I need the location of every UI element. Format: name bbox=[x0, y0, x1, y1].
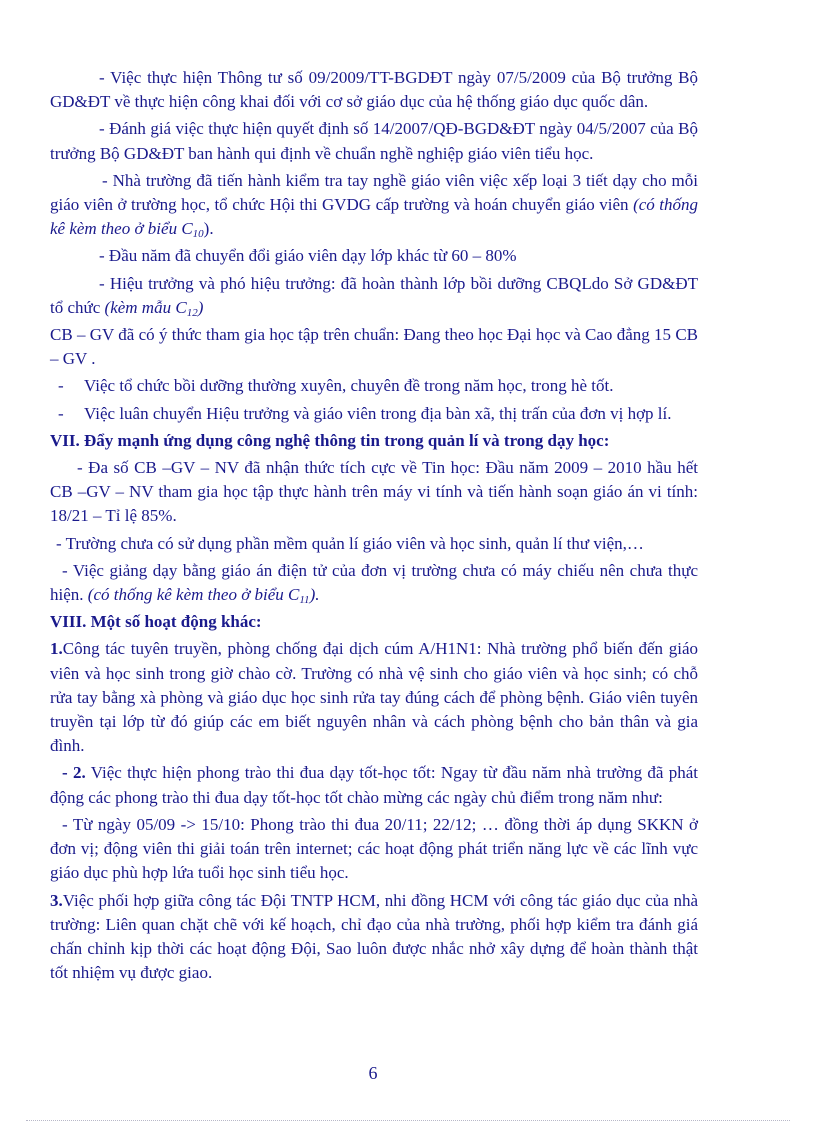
bullet-list bbox=[50, 374, 698, 425]
paragraph-e-lessons: - Việc giảng dạy bằng giáo án điện tử của đơn vị trường chưa có máy chiếu nên chưa thực hiện. (có thống kê kèm theo ở biểu $C_{11}$). bbox=[50, 560, 698, 607]
paragraph-flu-prevention: 1.Công tác tuyên truyền, phòng chống đại dịch cúm A/H1N1: Nhà trường phổ biến đến giáo viên và học sinh trong giờ chào cờ. Trường có nhà vệ sinh cho giáo viên và học sinh; có chỗ rửa tay bằng xà phòng và giáo dục học sinh rửa tay đúng cách để phòng bệnh. Giáo viên tuyên truyền tại lớp từ đó giúp các em biết nguyên nhân và cách phòng bệnh cho bản thân và gia đình. bbox=[50, 639, 698, 756]
list-item bbox=[50, 374, 698, 398]
item-number: 1. bbox=[50, 639, 63, 659]
document-page bbox=[50, 66, 698, 988]
section-heading-viii: VIII. Một số hoạt động khác: bbox=[50, 612, 262, 632]
paragraph-software: - Trường chưa có sử dụng phần mềm quản lí giáo viên và học sinh, quản lí thư viện,… bbox=[56, 533, 644, 553]
bottom-divider bbox=[26, 1120, 790, 1121]
paragraph-youth-union: 3.Việc phối hợp giữa công tác Đội TNTP HCM, nhi đồng HCM với công tác giáo dục của nhà trường: Liên quan chặt chẽ với kế hoạch, chỉ đạo của nhà trường, phối hợp kiểm tra đánh giá chấn chỉnh kịp thời các hoạt động Đội, Sao luôn được nhắc nhở xây dựng để hoàn thành thật tốt nhiệm vụ được giao. bbox=[50, 890, 698, 983]
paragraph-decision-14: - Đánh giá việc thực hiện quyết định số 14/2007/QĐ-BGD&ĐT ngày 04/5/2007 của Bộ trưởng Bộ GD&ĐT ban hành qui định về chuẩn nghề nghiệp giáo viên tiểu học. bbox=[50, 119, 698, 163]
section-heading-vii: VII. Đẩy mạnh ứng dụng công nghệ thông tin trong quản lí và trong dạy học: bbox=[50, 430, 610, 450]
page-number: 6 bbox=[368, 1063, 378, 1083]
paragraph-emulation: - 2. Việc thực hiện phong trào thi đua dạy tốt-học tốt: Ngay từ đầu năm nhà trường đã phát động các phong trào thi đua dạy tốt-học tốt chào mừng các ngày chủ điểm trong năm như: bbox=[50, 763, 698, 807]
list-item-text: Việc tổ chức bồi dưỡng thường xuyên, chuyên đề trong năm học, trong hè tốt. bbox=[84, 376, 614, 396]
stat-note: (có thống kê kèm theo ở biểu $C_{11}$). bbox=[87, 585, 320, 607]
paragraph-principal-training: - Hiệu trưởng và phó hiệu trưởng: đã hoàn thành lớp bồi dưỡng CBQLdo Sở GD&ĐT tổ chức (kèm mẫu $C_{12}$) bbox=[50, 273, 698, 319]
paragraph-emulation-dates: - Từ ngày 05/09 -> 15/10: Phong trào thi đua 20/11; 22/12; … đồng thời áp dụng SKKN ở đơn vị; động viên thi giải toán trên internet; các hoạt động phát triển năng lực về các lĩnh vực giáo dục phù hợp lứa tuổi học sinh tiểu học. bbox=[50, 814, 698, 883]
paragraph-teacher-assessment: - Nhà trường đã tiến hành kiểm tra tay nghề giáo viên việc xếp loại 3 tiết dạy cho mỗi giáo viên ở trường học, tổ chức Hội thi GVDG cấp trường và hoán chuyển giáo viên (có thống kê kèm theo ở biểu $C_{10}$). bbox=[50, 170, 699, 241]
paragraph-staff-study: CB – GV đã có ý thức tham gia học tập trên chuẩn: Đang theo học Đại học và Cao đẳng 15 CB – GV . bbox=[50, 325, 698, 369]
list-bullet: - bbox=[58, 403, 64, 423]
paragraph-it-awareness: - Đa số CB –GV – NV đã nhận thức tích cực về Tin học: Đầu năm 2009 – 2010 hầu hết CB –GV – NV tham gia học tập thực hành trên máy vi tính và tiến hành soạn giáo án vi tính: 18/21 – Tỉ lệ 85%. bbox=[50, 458, 698, 526]
stat-note: (có thống kê kèm theo ở biểu $C_{10}$ bbox=[50, 195, 699, 241]
paragraph-circular-09: - Việc thực hiện Thông tư số 09/2009/TT-BGDĐT ngày 07/5/2009 của Bộ trưởng Bộ GD&ĐT về thực hiện công khai đối với cơ sở giáo dục của hệ thống giáo dục quốc dân. bbox=[50, 68, 698, 112]
list-item-text: Việc luân chuyển Hiệu trưởng và giáo viên trong địa bàn xã, thị trấn của đơn vị hợp lí. bbox=[84, 403, 672, 423]
item-number: 3. bbox=[50, 890, 63, 910]
item-number: - 2. bbox=[62, 763, 86, 783]
list-bullet: - bbox=[58, 376, 64, 396]
paragraph-teacher-rotation: - Đầu năm đã chuyển đổi giáo viên dạy lớp khác từ 60 – 80% bbox=[99, 246, 517, 266]
list-item bbox=[50, 402, 698, 426]
paragraph-text: - Nhà trường đã tiến hành kiểm tra tay nghề giáo viên việc xếp loại 3 tiết dạy cho mỗi giáo viên ở trường học, tổ chức Hội thi GVDG cấp trường và hoán chuyển giáo viên bbox=[50, 170, 698, 215]
form-note: (kèm mẫu $C_{12}$ bbox=[104, 297, 198, 319]
